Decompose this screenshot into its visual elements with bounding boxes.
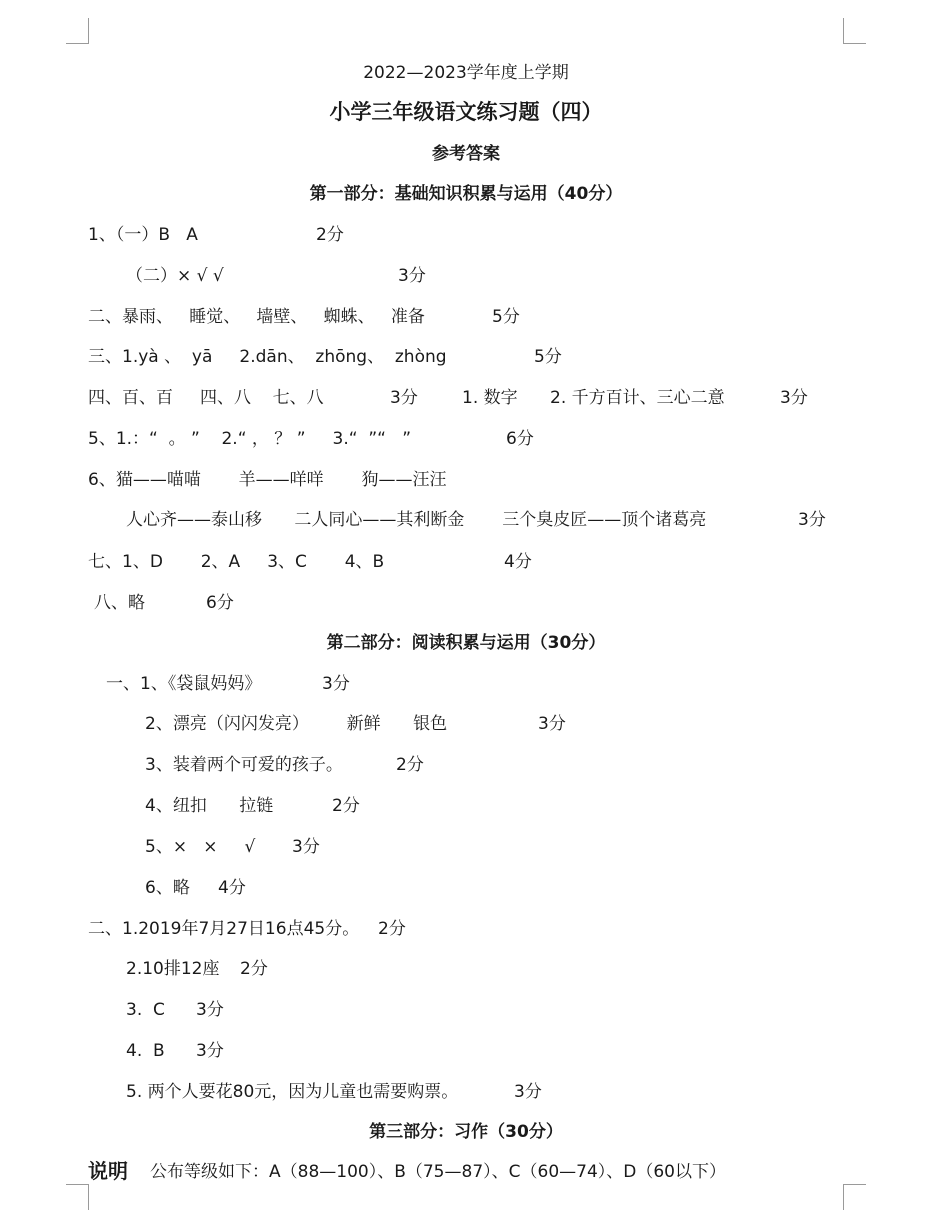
answer-4: 四、百、百 四、八 七、八 xyxy=(88,388,324,408)
crop-mark-bottom-right xyxy=(843,1184,866,1185)
reading-2: 2、漂亮（闪闪发亮） 新鲜 银色 xyxy=(145,714,448,734)
score: 3分 xyxy=(292,837,320,857)
reading-5: 5、× × √ xyxy=(145,837,256,857)
score: 3分 xyxy=(196,1000,224,1020)
part1-heading: 第一部分：基础知识积累与运用（40分） xyxy=(309,184,623,204)
crop-mark-bottom-left xyxy=(88,1184,89,1210)
answer-6-b: 人心齐——泰山移 二人同心——其利断金 三个臭皮匠——顶个诸葛亮 xyxy=(126,510,707,530)
score: 2分 xyxy=(332,796,360,816)
score: 2分 xyxy=(378,919,406,939)
crop-mark-top-left xyxy=(66,43,89,44)
answer-4-second: 1. 数字 2. 千方百计、三心二意 xyxy=(462,388,725,408)
school-year: 2022—2023学年度上学期 xyxy=(363,63,569,83)
score: 3分 xyxy=(798,510,826,530)
answer-5: 5、1.：“ 。 ” 2.“ ， ？ ” 3.“ ”“ ” xyxy=(88,429,412,449)
score: 3分 xyxy=(398,266,426,286)
answer-1-a: 1、（一）B A xyxy=(88,225,198,245)
reading-6: 6、略 xyxy=(145,878,190,898)
section2-1: 二、1.2019年7月27日16点45分。 xyxy=(88,919,360,939)
page-title: 小学三年级语文练习题（四） xyxy=(329,100,603,124)
score: 5分 xyxy=(534,347,562,367)
reading-3: 3、装着两个可爱的孩子。 xyxy=(145,755,343,775)
score: 5分 xyxy=(492,307,520,327)
score: 3分 xyxy=(196,1041,224,1061)
score: 3分 xyxy=(780,388,808,408)
reading-4: 4、纽扣 拉链 xyxy=(145,796,274,816)
section2-3: 3. C xyxy=(126,1000,165,1020)
note-label: 说明 xyxy=(88,1159,128,1183)
score: 4分 xyxy=(218,878,246,898)
section2-2: 2.10排12座 xyxy=(126,959,220,979)
score: 6分 xyxy=(206,593,234,613)
score: 2分 xyxy=(316,225,344,245)
score: 2分 xyxy=(396,755,424,775)
grading-note: 公布等级如下：A（88—100）、B（75—87）、C（60—74）、D（60以下） xyxy=(150,1162,726,1182)
score: 6分 xyxy=(506,429,534,449)
crop-mark-top-left xyxy=(88,18,89,44)
section2-4: 4. B xyxy=(126,1041,165,1061)
crop-mark-top-right xyxy=(843,43,866,44)
score: 3分 xyxy=(514,1082,542,1102)
answer-3: 三、1.yà 、 yā 2.dān、 zhōng、 zhòng xyxy=(88,347,447,367)
crop-mark-top-right xyxy=(843,18,844,44)
answer-2: 二、暴雨、 睡觉、 墙壁、 蜘蛛、 准备 xyxy=(88,307,425,327)
answer-8: 八、略 xyxy=(94,593,145,613)
answer-6: 6、猫——喵喵 羊——咩咩 狗——汪汪 xyxy=(88,470,447,490)
answer-1-b: （二）× √ √ xyxy=(126,266,224,286)
answer-7: 七、1、D 2、A 3、C 4、B xyxy=(88,552,385,572)
score: 4分 xyxy=(504,552,532,572)
crop-mark-bottom-left xyxy=(66,1184,89,1185)
score: 3分 xyxy=(322,674,350,694)
score: 3分 xyxy=(390,388,418,408)
score: 3分 xyxy=(538,714,566,734)
subtitle: 参考答案 xyxy=(432,144,500,164)
section2-5: 5. 两个人要花80元，因为儿童也需要购票。 xyxy=(126,1082,459,1102)
part2-heading: 第二部分：阅读积累与运用（30分） xyxy=(326,633,606,653)
crop-mark-bottom-right xyxy=(843,1184,844,1210)
score: 2分 xyxy=(240,959,268,979)
reading-1: 一、1、《袋鼠妈妈》 xyxy=(106,674,262,694)
part3-heading: 第三部分：习作（30分） xyxy=(369,1122,563,1142)
